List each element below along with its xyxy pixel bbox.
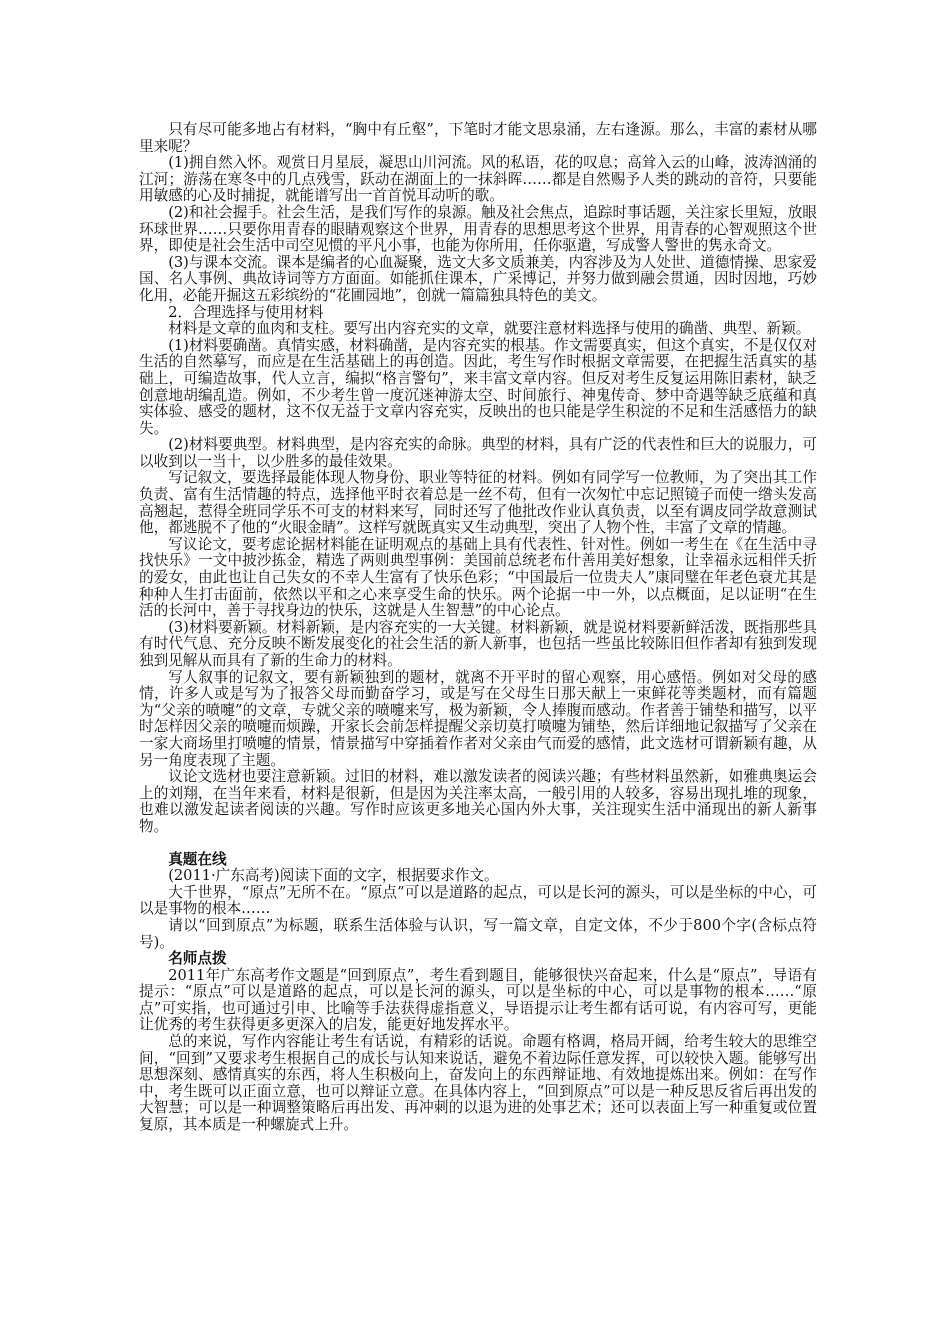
paragraph: 写议论文，要考虑论据材料能在证明观点的基础上具有代表性、针对性。例如一考生在《在生活中寻找快乐》一文中披沙拣金，精选了两则典型事例：美国前总统老布什善用美好想象，让幸福永远相伴夭折的爱女，由此也让自己失女的不幸人生富有了快乐色彩；“中国最后一位贵夫人”康同璧在年老色衰尤其是种种人生打击面前，依然以平和之心来享受生命的快乐。两个论据一中一外，以点概面，足以证明“在生活的长河中，善于寻找身边的快乐，这就是人生智慧”的中心论点。: [139, 535, 817, 620]
paragraph: (3)材料要新颖。材料新颖，是内容充实的一大关键。材料新颖，就是说材料要新鲜活泼，既指那些具有时代气息、充分反映不断发展变化的社会生活的新人新事，也包括一些虽比较陈旧但作者却有独到发现独到见解从而具有了新的生命力的材料。: [139, 618, 817, 669]
paragraph: 大千世界，“原点”无所不在。“原点”可以是道路的起点，可以是长河的源头，可以是坐标的中心，可以是事物的根本……: [139, 883, 817, 918]
paragraph: (1)材料要确凿。真情实感，材料确凿，是内容充实的根基。作文需要真实，但这个真实，不是仅仅对生活的自然摹写，而应是在生活基础上的再创造。因此，考生写作时根据文章需要，在把握生活真实的基础上，可编造故事，代人立言，编拟“格言警句”，来丰富文章内容。但反对考生反复运用陈旧素材，缺乏创意地胡编乱造。例如，不少考生曾一度沉迷神游太空、时间旅行、神鬼传奇、梦中奇遇等缺乏底蕴和真实体验、感受的题材，这不仅无益于文章内容充实，反映出的也只能是学生积淀的不足和生活感悟力的缺失。: [139, 336, 817, 437]
section-title: 名师点拨: [168, 950, 227, 968]
paragraph: (2)材料要典型。材料典型，是内容充实的命脉。典型的材料，具有广泛的代表性和巨大的说服力，可以收到以一当十，以少胜多的最佳效果。: [139, 436, 817, 470]
subheading: 2．合理选择与使用材料: [168, 303, 324, 321]
spacer: [139, 836, 817, 852]
paragraph: (1)拥自然入怀。观赏日月星辰，凝思山川河流。风的私语，花的叹息；高耸入云的山峰，波涛汹涌的江河；游荡在寒冬中的几点残雪，跃动在湖面上的一抹斜晖……都是自然赐予人类的跳动的音符，只要能用敏感的心及时捕捉，就能谱写出一首首悦耳动听的歌。: [139, 154, 817, 205]
paragraph: 议论文选材也要注意新颖。过旧的材料，难以激发读者的阅读兴趣；有些材料虽然新，如雅典奥运会上的刘翔，在当年来看，材料是很新，但是因为关注率太高，一般引用的人较多，容易出现扎堆的现象，也难以激发起读者阅读的兴趣。写作时应该更多地关心国内外大事，关注现实生活中涌现出的新人新事物。: [139, 768, 817, 835]
paragraph: 写记叙文，要选择最能体现人物身份、职业等特征的材料。例如有同学写一位教师，为了突出其工作负责、富有生活情趣的特点，选择他平时衣着总是一丝不苟，但有一次匆忙中忘记照镜子而使一绺头发高高翘起，惹得全班同学乐不可支的材料来写，同时还写了他批改作业认真负责，以至有调皮同学故意测试他，都逃脱不了他的“火眼金睛”。这样写就既真实又生动典型，突出了人物个性，丰富了文章的情趣。: [139, 469, 817, 537]
section-title: 真题在线: [168, 850, 227, 868]
paragraph: (2011·广东高考)阅读下面的文字，根据要求作文。: [168, 867, 499, 885]
paragraph: 总的来说，写作内容能让考生有话说，有精彩的话说。命题有格调，格局开阔，给考生较大的思维空间，“回到”又要求考生根据自己的成长与认知来说话，避免不着边际任意发挥，可以较快入题。能够写出思想深刻、感情真实的东西，将人生积极向上，奋发向上的东西辩证地、有效地提炼出来。例如：在写作中，考生既可以正面立意，也可以辩证立意。在具体内容上，“回到原点”可以是一种反思反省后再出发的大智慧；可以是一种调整策略后再出发、再冲刺的以退为进的处事艺术；还可以表面上写一种重复或位置复原，其本质是一种螺旋式上升。: [139, 1033, 817, 1134]
paragraph: 材料是文章的血肉和支柱。要写出内容充实的文章，就要注意材料选择与使用的确凿、典型、新颖。: [168, 320, 811, 338]
document-page: [139, 122, 817, 1134]
paragraph: 写人叙事的记叙文，要有新颖独到的题材，就离不开平时的留心观察，用心感悟。例如对父母的感情，许多人或是写为了报答父母而勤奋学习，或是写在父母生日那天献上一束鲜花等类题材，而有篇题为“父亲的喷嚏”的文章，专就父亲的喷嚏来写，极为新颖，令人捧腹而感动。作者善于铺垫和描写，以平时怎样因父亲的喷嚏而烦躁，开家长会前怎样提醒父亲切莫打喷嚏为铺垫，然后详细地记叙描写了父亲在一家大商场里打喷嚏的情景，情景描写中穿插着作者对父亲由气而爱的感情，此文选材可谓新颖有趣，从另一角度表现了主题。: [139, 668, 817, 769]
paragraph: (3)与课本交流。课本是编者的心血凝聚，选文大多文质兼美，内容涉及为人处世、道德情操、思家爱国、名人事例、典故诗词等方方面面。如能抓住课本，广采博记，并努力做到融会贯通，因时因地，巧妙化用，必能开掘这五彩缤纷的“花圃园地”，创就一篇篇独具特色的美文。: [139, 253, 817, 304]
paragraph: 2011年广东高考作文题是“回到原点”，考生看到题目，能够很快兴奋起来，什么是“原点”，导语有提示：“原点”可以是道路的起点，可以是长河的源头，可以是坐标的中心，可以是事物的根本……“原点”可实指，也可通过引申、比喻等手法获得虚指意义，导语提示让考生都有话可说，有内容可写，更能让优秀的考生获得更多更深入的启发，能更好地发挥水平。: [139, 966, 817, 1034]
paragraph: 只有尽可能多地占有材料，“胸中有丘壑”，下笔时才能文思泉涌，左右逢源。那么，丰富的素材从哪里来呢？: [139, 121, 817, 155]
paragraph: 请以“回到原点”为标题，联系生活体验与认识，写一篇文章，自定文体，不少于800个字(含标点符号)。: [139, 916, 817, 951]
paragraph: (2)和社会握手。社会生活，是我们写作的泉源。触及社会焦点，追踪时事话题，关注家长里短，放眼环球世界……只要你用青春的眼睛观察这个世界，用青春的思想思考这个世界，用青春的心智观照这个世界，即使是社会生活中司空见惯的平凡小事，也能为你所用，任你驱遣，写成警人警世的隽永奇文。: [139, 203, 817, 255]
